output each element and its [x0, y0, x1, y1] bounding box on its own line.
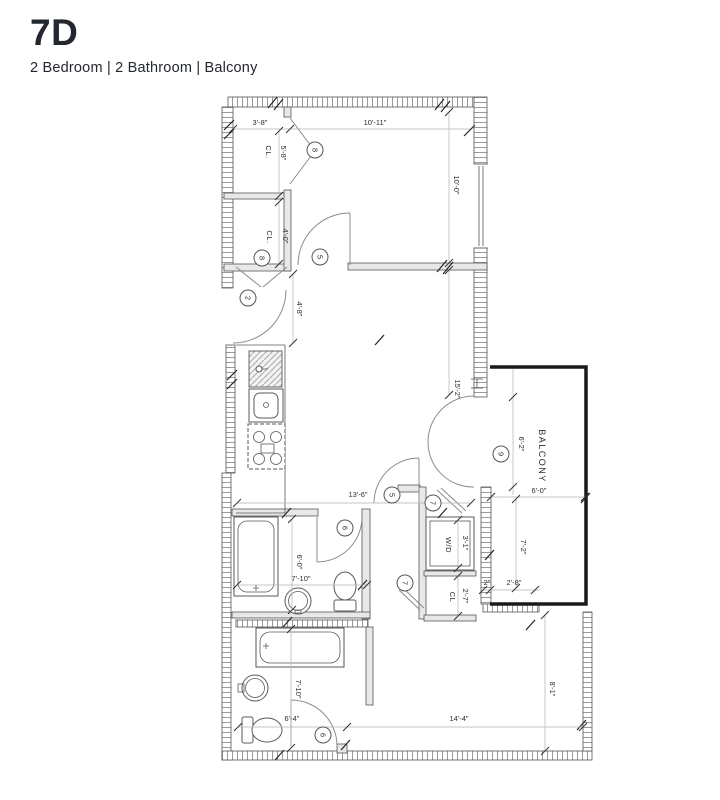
- page-title: 7D: [30, 12, 79, 53]
- dim-bedroom2-depth: 8'-1": [548, 681, 557, 697]
- tag-bath2: [315, 727, 331, 743]
- label-closet-mid: CL.: [265, 230, 274, 244]
- page-subtitle: 2 Bedroom | 2 Bathroom | Balcony: [30, 60, 258, 76]
- toilet-1: [334, 572, 356, 611]
- tag-closet-top-num: 8: [310, 147, 320, 153]
- bathtub-2: [256, 628, 344, 667]
- dim-nook-width: 2'-8": [506, 578, 522, 587]
- bathtub-1: [234, 517, 278, 596]
- balcony-french-doors: [428, 396, 474, 487]
- dim-nook-offset: 2": [483, 578, 491, 587]
- sink-1: [285, 588, 311, 614]
- dim-bath2-width: 6'-4": [284, 714, 300, 723]
- dim-balcony-door-width: 6'-2": [517, 436, 526, 452]
- label-washer-dryer: W/D: [444, 536, 453, 554]
- tag-closet-hall: [397, 575, 413, 591]
- tag-washer: [425, 495, 441, 511]
- toilet-2: [242, 717, 282, 743]
- label-closet-hall: CL: [448, 591, 457, 603]
- label-closet-top: CL.: [264, 145, 273, 159]
- tag-hall-num: 5: [387, 492, 397, 498]
- dim-bath1-width: 6'-0": [295, 554, 304, 570]
- tag-bedroom1-num: 5: [315, 254, 325, 260]
- tag-closet-hall-num: 7: [400, 580, 410, 586]
- dim-living-width: 13'-6": [348, 490, 368, 499]
- bedroom1-window: [474, 164, 488, 248]
- tag-hall: [384, 487, 400, 503]
- tag-balcony-num: 9: [496, 451, 506, 457]
- dim-balcony-depth: 7'-2": [519, 539, 528, 555]
- dim-bedroom1-depth: 10'-0": [452, 175, 461, 195]
- dim-closet-hall-width: 2'-7": [461, 588, 470, 604]
- dim-bedroom1-width: 10'-11": [363, 118, 387, 127]
- tag-balcony: [493, 446, 509, 462]
- sink-2: [238, 675, 268, 701]
- dim-living-depth: 15'-2": [453, 379, 462, 399]
- dim-bath2-depth: 7'-10": [294, 679, 303, 699]
- label-balcony: BALCONY: [537, 429, 547, 483]
- tag-washer-num: 7: [428, 500, 438, 506]
- dim-washer-width: 3'-1": [461, 535, 470, 551]
- tag-bath2-num: 6: [318, 732, 328, 738]
- refrigerator: [249, 351, 282, 387]
- tag-entry-num: 2: [243, 295, 253, 301]
- tag-closet-mid: [254, 250, 270, 266]
- dim-bedroom2-width: 14'-4": [449, 714, 469, 723]
- dim-entry-width: 4'-8": [295, 301, 304, 317]
- tag-closet-mid-num: 8: [257, 255, 267, 261]
- stove: [248, 424, 285, 469]
- tag-bath1: [337, 520, 353, 536]
- washer-door: [437, 488, 466, 513]
- dim-closet-mid-depth: 4'-0": [281, 228, 290, 244]
- dim-closet-width: 3'-8": [252, 118, 268, 127]
- header: [30, 12, 258, 76]
- kitchen-sink: [249, 389, 283, 422]
- dim-bath1-depth: 7'-10": [291, 574, 311, 583]
- tag-bedroom1: [312, 249, 328, 265]
- tag-entry: [240, 290, 256, 306]
- dim-closet-top-depth: 5'-8": [279, 145, 288, 161]
- tag-closet-top: [307, 142, 323, 158]
- tag-bath1-num: 6: [340, 525, 350, 531]
- dim-balcony-width: 6'-0": [531, 486, 547, 495]
- kitchen: [236, 345, 285, 513]
